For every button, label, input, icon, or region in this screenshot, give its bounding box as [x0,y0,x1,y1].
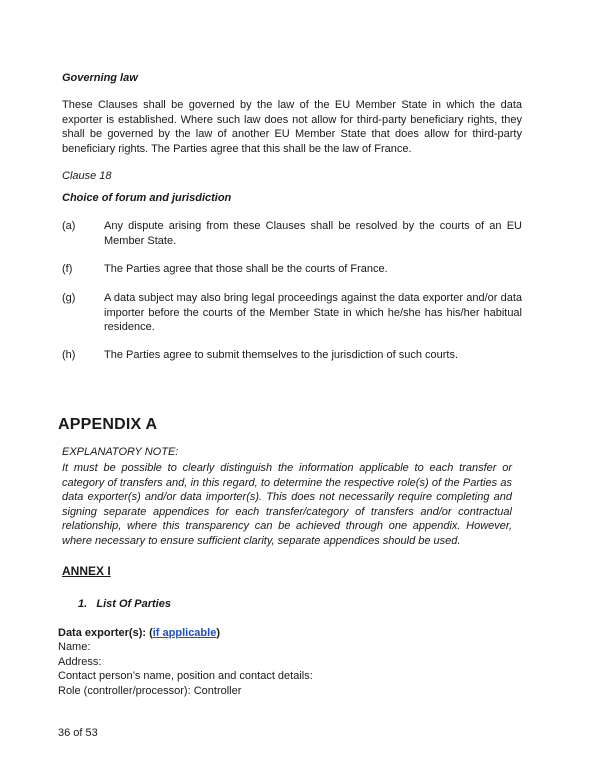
annex-title: ANNEX I [62,564,111,578]
appendix-title: APPENDIX A [58,416,158,433]
clause-item-text: A data subject may also bring legal proceedings against the data exporter and/or data importer before the courts of the Member State in which he/she has his/her habitual residence. [104,292,522,334]
governing-law-paragraph: These Clauses shall be governed by the law of the EU Member State in which the data exporter is established. Where such law does not allow for third-party beneficiary rights, they shall be governed by the law of another EU Member State that does allow for third-party beneficiary rights. The Parties agree that this shall be the law of France. [62,99,522,155]
explanatory-note-label: EXPLANATORY NOTE: [62,446,179,458]
field-name: Name: [58,641,91,653]
list-of-parties-heading [78,598,171,610]
explanatory-note-text: It must be possible to clearly distinguish the information applicable to each transfer or category of transfers and, in this regard, to determine the respective role(s) of the Parties as data exporter(s) and/or data importer(s). This does not necessarily require completing and signing separate appendices for each transfer/category of transfers and/or contractual relationship, where this transparency can be achieved through one appendix. However, where necessary to ensure sufficient clarity, separate appendices should be used. [62,462,512,547]
clause-item-g [62,291,522,335]
clause-item-a [62,219,522,248]
clause-heading: Choice of forum and jurisdiction [62,192,232,204]
data-exporter-label: Data exporter(s): ( [58,627,153,639]
field-role: Role (controller/processor): Controller [58,685,242,697]
data-exporter-close: ) [216,627,220,639]
governing-law-heading: Governing law [62,72,138,84]
data-exporter-label-line [58,626,220,640]
clause-item-marker: (a) [62,220,76,232]
clause-item-text: The Parties agree that those shall be the courts of France. [104,263,388,275]
clause-item-text: Any dispute arising from these Clauses shall be resolved by the courts of an EU Member State. [104,220,522,247]
clause-item-marker: (h) [62,349,76,361]
field-contact-person: Contact person’s name, position and contact details: [58,670,313,682]
page-number: 36 of 53 [58,727,98,739]
clause-item-marker: (f) [62,263,73,275]
clause-item-marker: (g) [62,292,76,304]
field-address: Address: [58,656,102,668]
clause-item-f [62,262,522,277]
if-applicable-link[interactable]: if applicable [152,627,217,639]
list-heading-text: List Of Parties [96,598,171,610]
clause-item-h [62,348,522,363]
list-number: 1. [78,598,88,610]
clause-label: Clause 18 [62,170,112,182]
clause-item-text: The Parties agree to submit themselves to the jurisdiction of such courts. [104,349,458,361]
